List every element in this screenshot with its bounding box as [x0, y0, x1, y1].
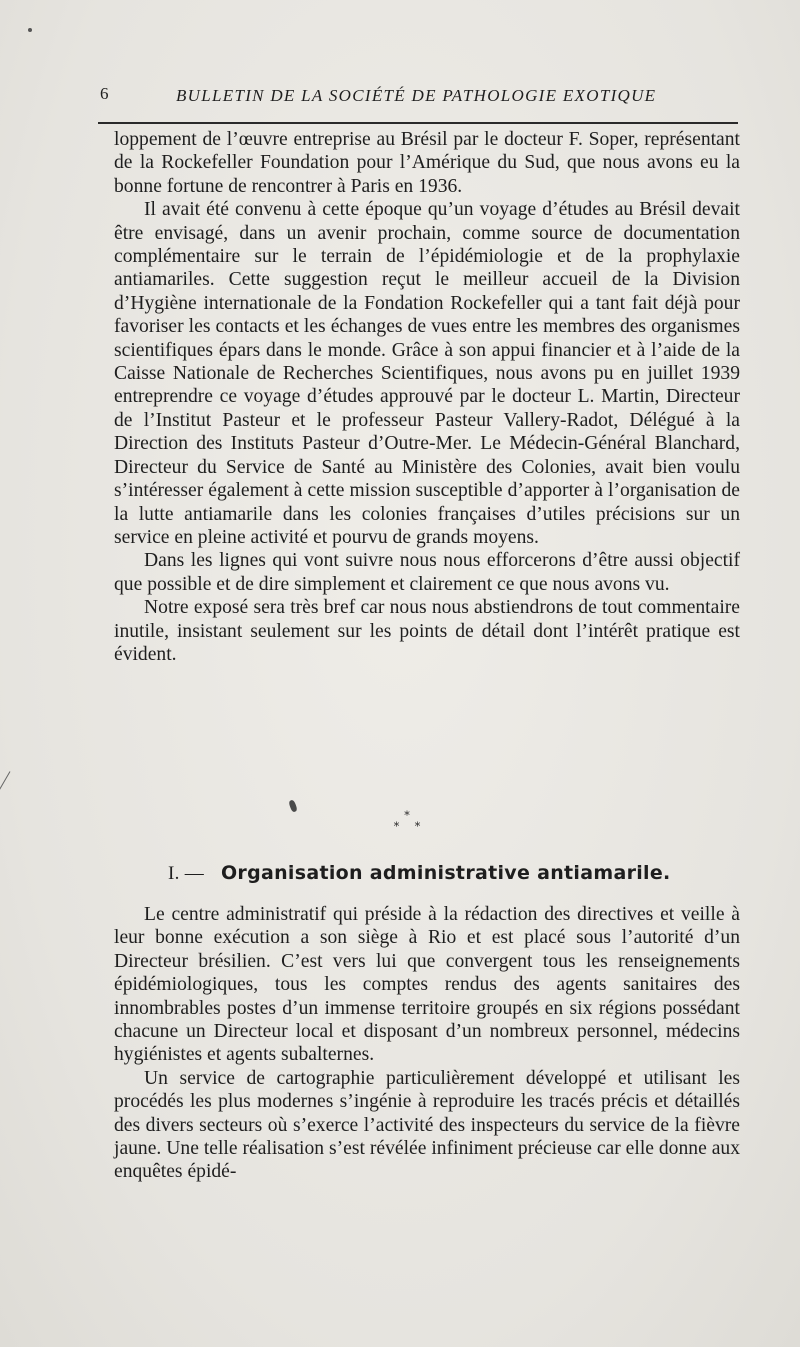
paragraph: Dans les lignes qui vont suivre nous nous efforcerons d’être aussi objectif que possible et de dire simplement et clairement ce que nous avons vu. — [114, 550, 740, 595]
section-title: Organisation administrative antiamarile. — [220, 862, 671, 884]
paragraph: Notre exposé sera très bref car nous nous abstiendrons de tout commentaire inutile, insistant seulement sur les points de détail dont l’intérêt pratique est évident. — [114, 597, 740, 665]
section-number: I. — — [168, 863, 205, 884]
paragraph: Un service de cartographie particulièrement développé et utilisant les procédés les plus modernes s’ingénie à reproduire les tracés précis et détaillés des divers secteurs où s’exerce l’activité des inspecteurs du service de la fièvre jaune. Une telle réalisation s’est révélée infiniment précieuse car elle donne aux enquêtes épidé- — [114, 1067, 740, 1183]
journal-title: BULLETIN DE LA SOCIÉTÉ DE PATHOLOGIE EXOTIQUE — [176, 86, 657, 105]
ink-smudge — [288, 799, 298, 812]
body-text — [114, 128, 740, 666]
margin-mark — [0, 771, 10, 791]
section-heading — [168, 862, 688, 885]
asterism-top: * — [404, 809, 416, 822]
asterism-separator — [380, 810, 440, 832]
section-body-text — [114, 903, 740, 1184]
header-rule — [98, 122, 738, 124]
paragraph: Le centre administratif qui préside à la rédaction des directives et veille à leur bonne exécution a son siège à Rio et est placé sous l’autorité d’un Directeur brésilien. C’est vers lui que convergent tous les renseignements épidémiologiques, tous les comptes rendus des agents sanitaires des innombrables postes d’un immense territoire groupés en six régions possédant chacune un Directeur local et disposant d’un nombreux personnel, médecins hygiénistes et agents subalternes. — [114, 904, 740, 1066]
paragraph: Il avait été convenu à cette époque qu’un voyage d’études au Brésil devait être envisagé, dans un avenir prochain, comme source de documentation complémentaire sur le terrain de l’épidémiologie et de la prophylaxie antiamariles. Cette suggestion reçut le meilleur accueil de la Division d’Hygiène internationale de la Fondation Rockefeller qui a tant fait déjà pour favoriser les contacts et les échanges de vues entre les membres des organismes scientifiques épars dans le monde. Grâce à son appui financier et à l’aide de la Caisse Nationale de Recherches Scientifiques, nous avons pu en juillet 1939 entreprendre ce voyage d’études approuvé par le docteur L. Martin, Directeur de l’Institut Pasteur et le professeur Pasteur Vallery-Radot, Délégué à la Direction des Instituts Pasteur d’Outre-Mer. Le Médecin-Général Blanchard, Directeur du Service de Santé au Ministère des Colonies, avait bien voulu s’intéresser également à cette mission susceptible d’apporter à l’organisation de la lutte antiamarile dans les colonies françaises d’utiles précisions sur un service en pleine activité et pourvu de grands moyens. — [114, 199, 740, 548]
paragraph: loppement de l’œuvre entreprise au Brésil par le docteur F. Soper, représentant de la Rockefeller Foundation pour l’Amérique du Sud, que nous avons eu la bonne fortune de rencontrer à Paris en 1936. — [114, 129, 740, 197]
ink-speck — [28, 28, 32, 32]
running-head — [100, 84, 740, 114]
page-number: 6 — [100, 84, 110, 103]
asterism-bottom: * * — [393, 820, 427, 833]
